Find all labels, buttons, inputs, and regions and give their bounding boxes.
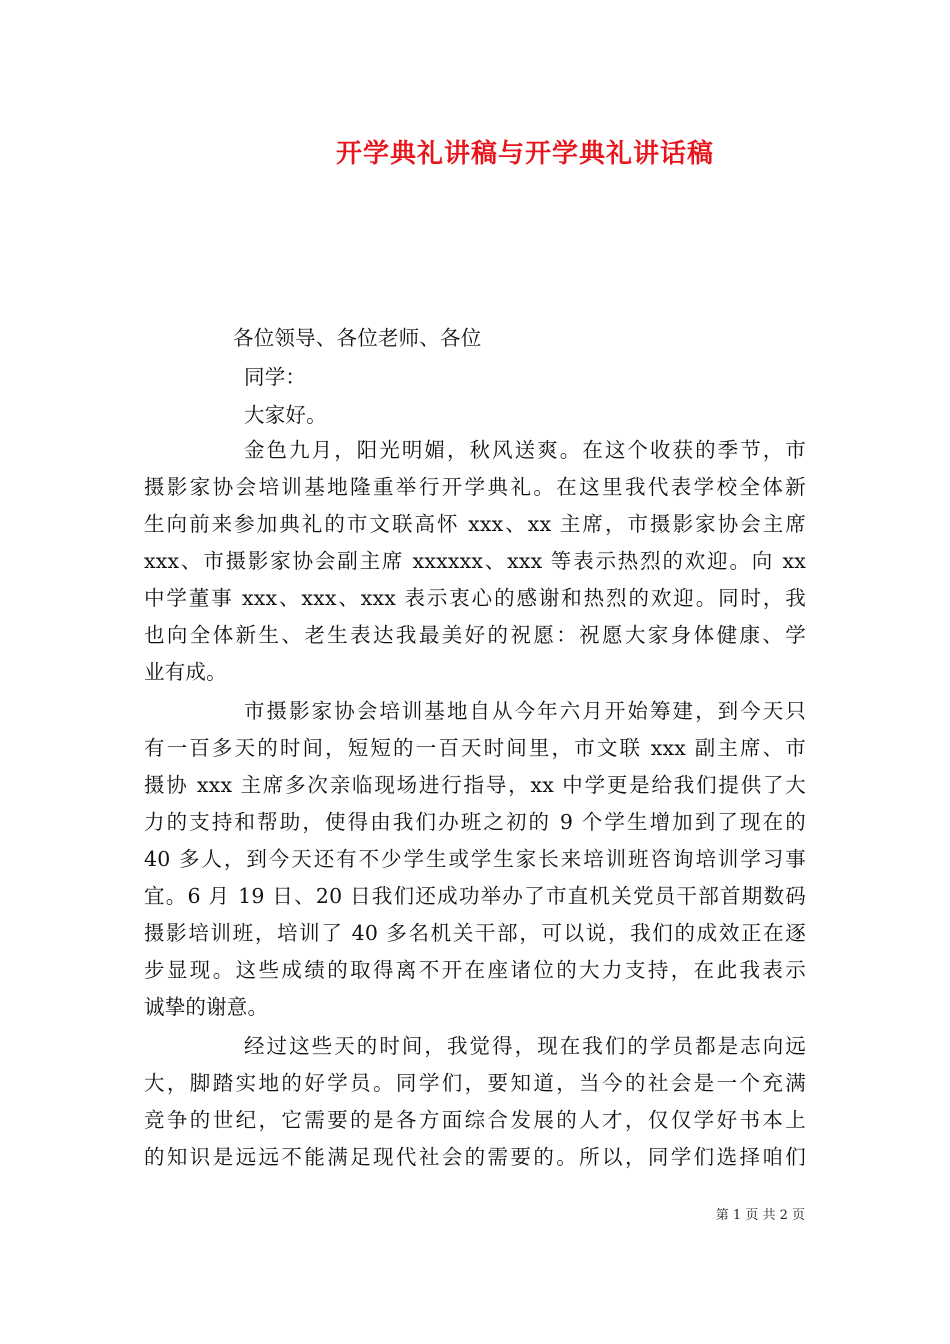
salutation-line: 同学：: [244, 365, 307, 389]
page-number-footer: 第 1 页 共 2 页: [715, 1208, 805, 1223]
paragraph-line: 生向前来参加典礼的市文联高怀 xxx、xx 主席，市摄影家协会主席: [144, 512, 806, 536]
paragraph-line: 40 多人，到今天还有不少学生或学生家长来培训班咨询培训学习事: [144, 847, 806, 871]
paragraph-line: 摄影家协会培训基地隆重举行开学典礼。在这里我代表学校全体新: [144, 475, 806, 499]
paragraph-line: 摄协 xxx 主席多次亲临现场进行指导，xx 中学更是给我们提供了大: [144, 773, 806, 797]
salutation-line: 各位领导、各位老师、各位: [233, 326, 482, 350]
document-title: 开学典礼讲稿与开学典礼讲话稿: [335, 139, 714, 169]
paragraph-line: 也向全体新生、老生表达我最美好的祝愿：祝愿大家身体健康、学: [144, 623, 806, 647]
paragraph-line: 大，脚踏实地的好学员。同学们，要知道，当今的社会是一个充满: [144, 1071, 806, 1095]
paragraph-line: 业有成。: [144, 660, 227, 684]
paragraph-line: 有一百多天的时间，短短的一百天时间里，市文联 xxx 副主席、市: [144, 736, 806, 760]
paragraph-line: 中学董事 xxx、xxx、xxx 表示衷心的感谢和热烈的欢迎。同时，我: [144, 586, 806, 610]
paragraph-line: xxx、市摄影家协会副主席 xxxxxx、xxx 等表示热烈的欢迎。向 xx: [144, 549, 806, 573]
salutation-line: 大家好。: [244, 403, 327, 427]
paragraph-line: 力的支持和帮助，使得由我们办班之初的 9 个学生增加到了现在的: [144, 810, 806, 834]
paragraph-line: 市摄影家协会培训基地自从今年六月开始筹建，到今天只: [244, 699, 806, 723]
paragraph-line: 金色九月，阳光明媚，秋风送爽。在这个收获的季节，市: [244, 438, 806, 462]
paragraph-line: 诚挚的谢意。: [144, 995, 269, 1019]
paragraph-line: 竞争的世纪，它需要的是各方面综合发展的人才，仅仅学好书本上: [144, 1108, 806, 1132]
paragraph-line: 摄影培训班，培训了 40 多名机关干部，可以说，我们的成效正在逐: [144, 921, 806, 945]
paragraph-line: 经过这些天的时间，我觉得，现在我们的学员都是志向远: [244, 1034, 806, 1058]
paragraph-line: 宜。6 月 19 日、20 日我们还成功举办了市直机关党员干部首期数码: [144, 884, 806, 908]
paragraph-line: 步显现。这些成绩的取得离不开在座诸位的大力支持，在此我表示: [144, 958, 806, 982]
paragraph-line: 的知识是远远不能满足现代社会的需要的。所以，同学们选择咱们: [144, 1145, 806, 1169]
